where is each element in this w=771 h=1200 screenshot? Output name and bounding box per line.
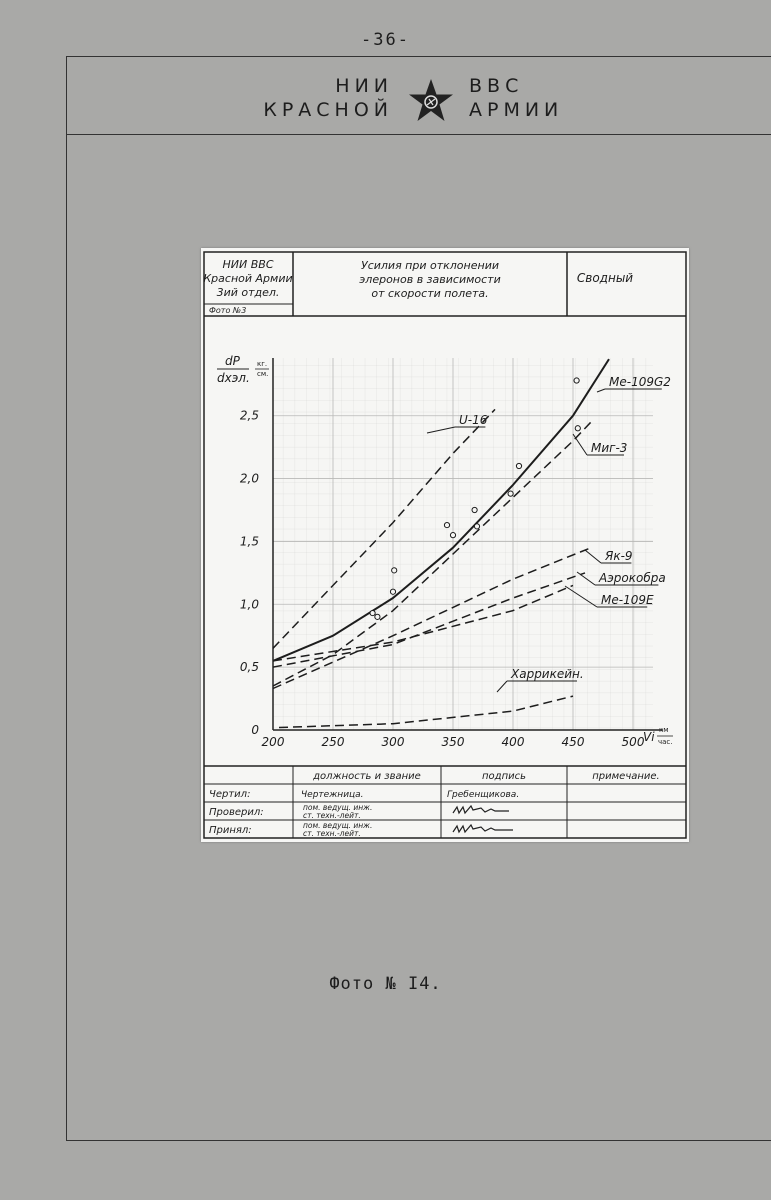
chart-title-line1: Усилия при отклонении [360, 259, 500, 272]
series-label-5: Ме-109Е [601, 593, 654, 607]
row1-position: Чертежница. [301, 790, 364, 800]
y-tick-labels [240, 409, 259, 737]
y-unit-num: кг. [257, 360, 268, 368]
org-line2: Красной Армии [203, 272, 293, 285]
me109g2-point [574, 378, 579, 383]
header-left-line2: КРАСНОЙ [263, 99, 393, 121]
me109g2-point [474, 524, 479, 529]
y-tick-label: 1,5 [239, 534, 259, 549]
series-label-0: Ме-109G2 [609, 375, 671, 389]
x-unit-num: км [659, 726, 669, 734]
me109g2-point [390, 589, 395, 594]
x-unit-den: час. [658, 738, 673, 746]
chart-title-line3: от скорости полета. [371, 287, 489, 300]
title-block [203, 252, 686, 316]
series-label-6: Харрикейн. [511, 667, 584, 681]
row2-position-line2: ст. техн.-лейт. [303, 811, 361, 820]
row3-position-line1: пом. ведущ. инж. [303, 821, 373, 830]
header-left-line1: НИИ [335, 75, 393, 97]
y-tick-label: 1,0 [239, 597, 259, 612]
x-label: Vi [643, 730, 655, 744]
row3-signature-scribble [453, 825, 513, 832]
sheet-kind: Сводный [576, 271, 634, 285]
row3-position-line2: ст. техн.-лейт. [303, 829, 361, 838]
me109g2-point [370, 610, 375, 615]
header-right-line1: ВВС [469, 75, 524, 97]
photo-caption: Фото № I4. [329, 974, 442, 994]
chart-sheet-svg [201, 248, 689, 842]
y-unit-den: см. [257, 370, 269, 378]
x-tick-label: 500 [621, 735, 645, 749]
series-label-2: Миг-3 [591, 441, 628, 455]
x-tick-label: 350 [441, 735, 465, 749]
series-label-1: U-16 [459, 413, 488, 427]
page-number: -36- [361, 30, 410, 50]
col-note-header: примечание. [592, 771, 660, 782]
chart [217, 354, 673, 749]
y-axis-label [217, 354, 269, 385]
row2-role: Проверил: [209, 807, 264, 818]
me109g2-point [516, 463, 521, 468]
series-label-4: Аэрокобра [599, 571, 666, 585]
me109g2-point [375, 614, 380, 619]
me109g2-point [392, 568, 397, 573]
y-label-num: dP [225, 354, 240, 368]
row2-position-line1: пом. ведущ. инж. [303, 803, 373, 812]
y-tick-label: 2,0 [239, 471, 259, 486]
x-tick-label: 200 [261, 735, 285, 749]
chart-title-line2: элеронов в зависимости [359, 273, 501, 286]
series-label-3: Як-9 [605, 549, 633, 563]
row1-sign: Гребенщикова. [447, 790, 520, 800]
x-tick-label: 400 [501, 735, 525, 749]
me109g2-point [444, 522, 449, 527]
me109g2-point [450, 533, 455, 538]
row3-role: Принял: [209, 825, 252, 836]
me109g2-point [472, 507, 477, 512]
x-tick-label: 250 [321, 735, 345, 749]
col-signature-header: подпись [482, 771, 526, 782]
signature-table [204, 766, 686, 838]
header-left [263, 74, 393, 122]
x-tick-label: 450 [561, 735, 585, 749]
me109g2-point [508, 491, 513, 496]
y-tick-label: 0 [251, 723, 259, 737]
y-tick-label: 0,5 [239, 660, 259, 675]
header-right [469, 74, 563, 122]
x-tick-labels [262, 735, 645, 749]
y-label-den: dxэл. [217, 371, 250, 385]
header-right-line2: АРМИИ [469, 99, 564, 121]
red-army-star-icon [408, 78, 454, 122]
y-tick-label: 2,5 [239, 408, 259, 423]
mig3-point [575, 426, 580, 431]
photo-chart-sheet [201, 248, 689, 842]
row2-signature-scribble [453, 806, 509, 813]
photo-label: Фото №3 [209, 306, 247, 315]
x-tick-label: 300 [381, 735, 405, 749]
row1-role: Чертил: [209, 789, 251, 800]
org-line3: 3ий отдел. [216, 286, 280, 299]
org-line1: НИИ ВВС [222, 258, 274, 271]
col-position-header: должность и звание [313, 771, 421, 782]
